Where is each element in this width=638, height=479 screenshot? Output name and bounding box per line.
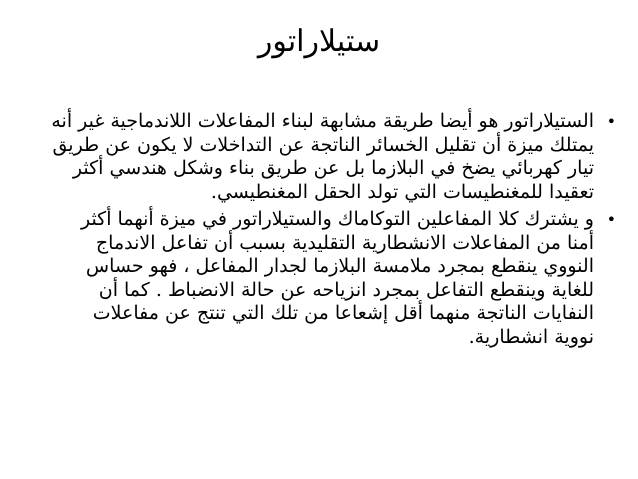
bullet-icon: •	[606, 210, 616, 229]
bullet-item-2	[48, 208, 616, 349]
bullet-list	[48, 110, 616, 353]
bullet-text-2: و يشترك كلا المفاعلين التوكاماك والستيلاراتور في ميزة أنهما أكثر أمنا من المفاعلات الانشطارية التقليدية بسبب أن تفاعل الاندماج النووي ينقطع بمجرد ملامسة البلازما لجدار المفاعل ، فهو حساس للغاية وينقطع التفاعل بمجرد انزياحه عن حالة الانضباط . كما أن النفايات الناتجة منهما أقل إشعاعا من تلك التي تنتج عن مفاعلات نووية انشطارية.	[80, 208, 594, 348]
bullet-icon: •	[606, 112, 616, 131]
bullet-text-1: الستيلاراتور هو أيضا طريقة مشابهة لبناء المفاعلات اللاندماجية غير أنه يمتلك ميزة أن تقليل الخسائر الناتجة عن التداخلات لا يكون عن طريق تيار كهربائي يضخ في البلازما بل عن طريق بناء وشكل هندسي أكثر تعقيدا للمغنطيسات التي تولد الحقل المغنطيسي.	[51, 110, 594, 203]
slide-title: ستيلاراتور	[257, 24, 381, 59]
bullet-item-1	[48, 110, 616, 204]
